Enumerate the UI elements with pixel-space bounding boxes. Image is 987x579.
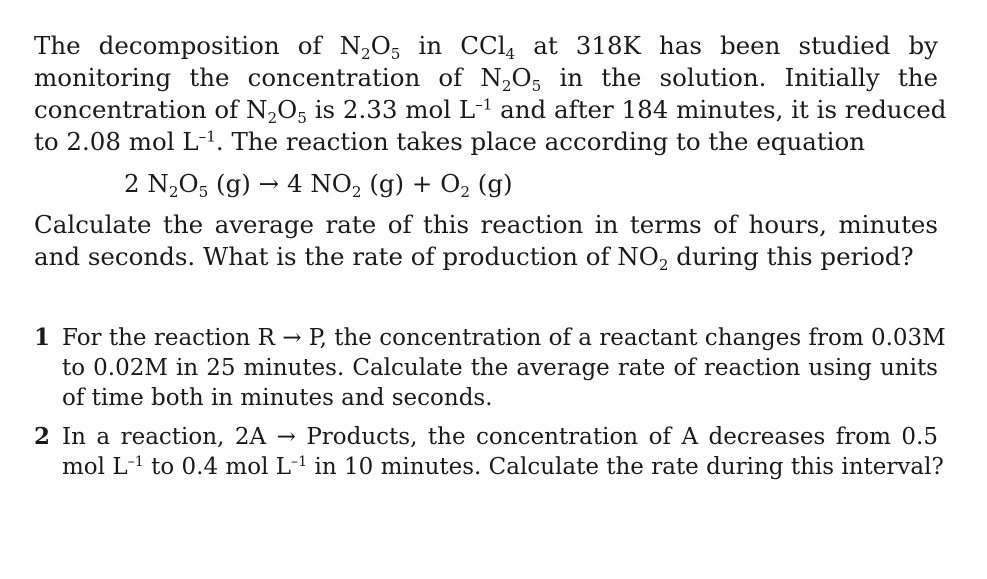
text-run: (g) → 4 NO	[208, 169, 352, 198]
problem-line	[34, 94, 947, 127]
subscript: 2	[267, 108, 278, 127]
text-run: to 0.4 mol L	[143, 454, 292, 480]
chemical-equation	[124, 168, 513, 200]
exercise-line: of time both in minutes and seconds.	[62, 385, 493, 411]
problem-line	[34, 241, 938, 273]
superscript: –1	[291, 454, 308, 471]
text-run: during this period?	[668, 242, 914, 271]
superscript: –1	[127, 454, 144, 471]
subscript: 5	[198, 182, 209, 201]
text-run: O	[511, 63, 532, 92]
problem-line	[34, 126, 938, 158]
superscript: –1	[475, 95, 493, 114]
text-run: in the solution. Initially the	[541, 63, 938, 92]
subscript: 2	[501, 76, 512, 95]
text-run: at 318K has been studied by	[515, 31, 938, 60]
text-run: The decomposition of N	[34, 31, 362, 60]
superscript: –1	[198, 127, 216, 146]
subscript: 5	[531, 76, 542, 95]
subscript: 2	[168, 182, 179, 201]
problem-line	[34, 62, 938, 94]
text-run: (g) + O	[361, 169, 461, 198]
exercise-item	[34, 422, 944, 482]
text-run: to 2.08 mol L	[34, 127, 199, 156]
problem-line	[34, 30, 938, 62]
exercise-number: 2	[34, 423, 51, 450]
exercise-line: For the reaction R → P, the concentration of a reactant changes from 0.03M	[62, 325, 946, 351]
text-run: and after 184 minutes, it is reduced	[492, 95, 947, 124]
text-run: O	[178, 169, 199, 198]
exercise-number: 1	[34, 324, 51, 351]
exercise-item	[34, 323, 946, 413]
exercise-line	[62, 452, 944, 482]
problem-question	[34, 209, 938, 273]
text-run: and seconds. What is the rate of production of NO	[34, 242, 659, 271]
text-run: in 10 minutes. Calculate the rate during this interval?	[307, 454, 944, 480]
text-run: 2 N	[124, 169, 169, 198]
exercise-line: In a reaction, 2A → Products, the concentration of A decreases from 0.5	[62, 424, 938, 450]
text-run: is 2.33 mol L	[306, 95, 476, 124]
text-run: mol L	[62, 454, 128, 480]
exercise-line: to 0.02M in 25 minutes. Calculate the average rate of reaction using units	[62, 355, 938, 381]
problem-line: Calculate the average rate of this reaction in terms of hours, minutes	[34, 210, 938, 239]
subscript: 5	[297, 108, 307, 127]
text-run: O	[277, 95, 298, 124]
subscript: 5	[390, 44, 401, 63]
subscript: 4	[505, 44, 516, 63]
text-run: (g)	[469, 169, 513, 198]
subscript: 2	[658, 255, 669, 274]
text-run: concentration of N	[34, 95, 268, 124]
subscript: 2	[351, 182, 362, 201]
text-run: O	[370, 31, 391, 60]
problem-statement	[34, 30, 947, 158]
subscript: 2	[460, 182, 470, 201]
text-run: monitoring the concentration of N	[34, 63, 502, 92]
exercise-text	[62, 323, 946, 413]
text-run: in CCl	[400, 31, 506, 60]
text-run: . The reaction takes place according to the equation	[215, 127, 866, 156]
subscript: 2	[361, 44, 371, 63]
exercise-text	[62, 422, 944, 482]
